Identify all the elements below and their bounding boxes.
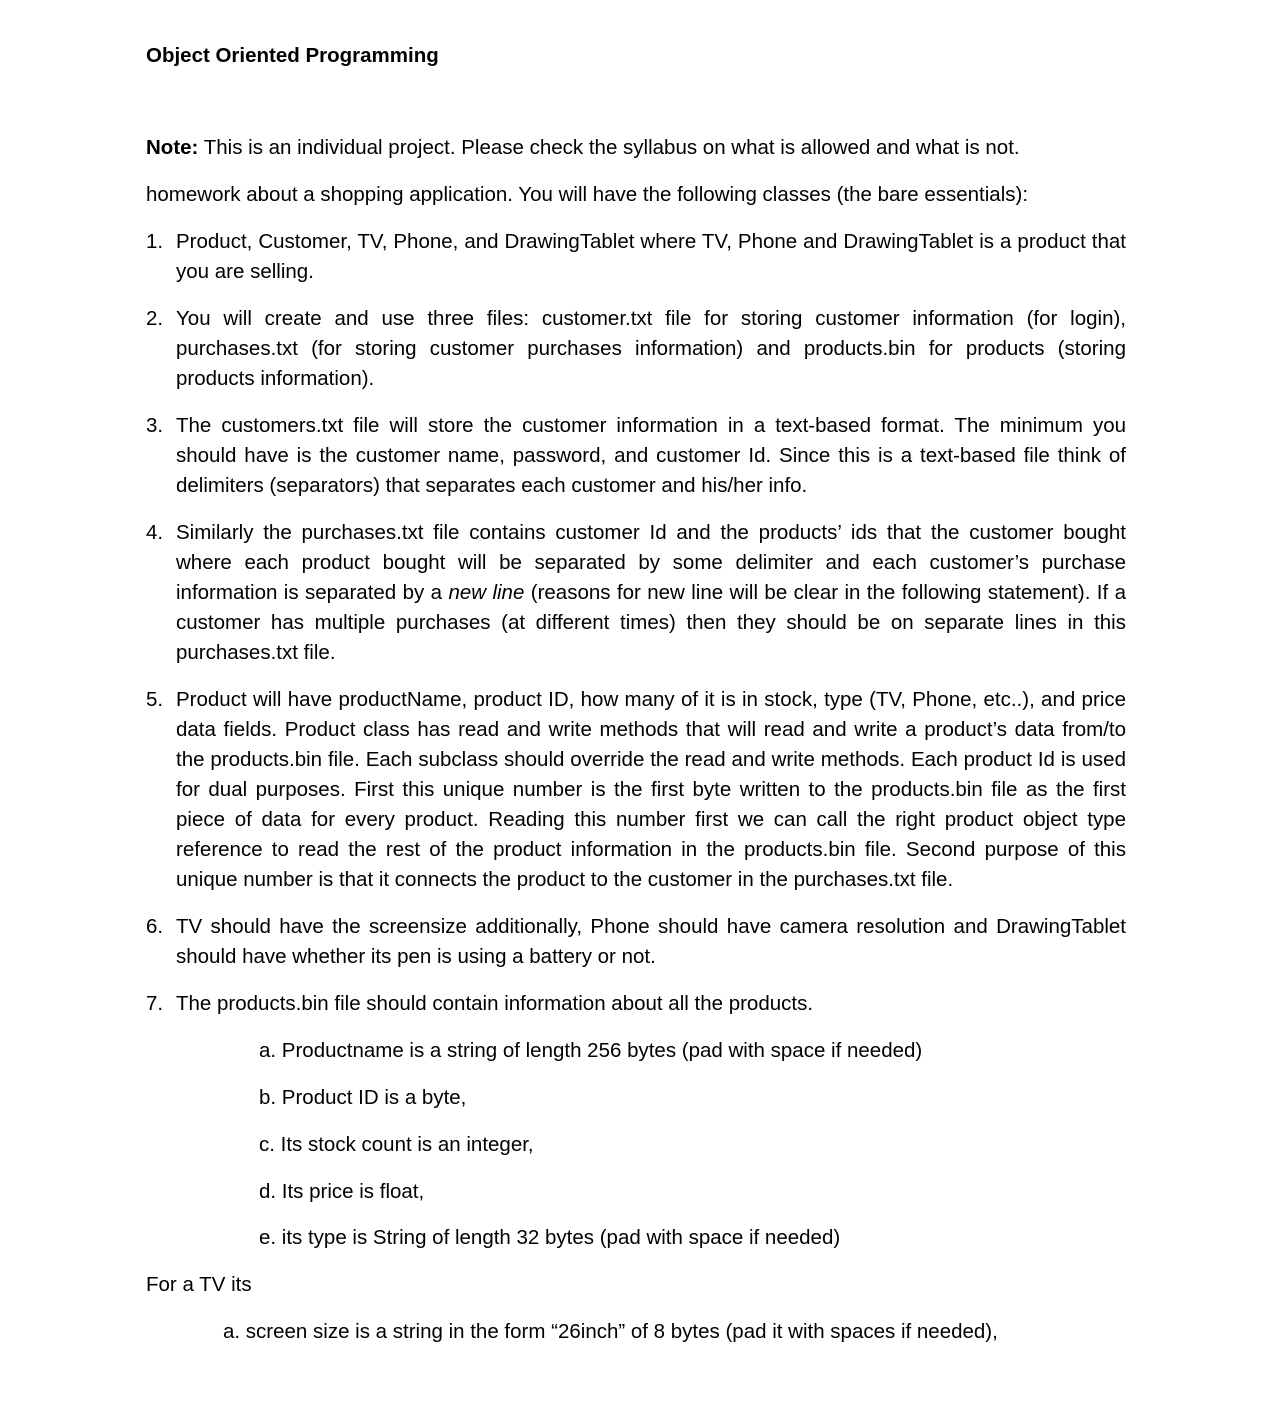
- sub-list-item: e. its type is String of length 32 bytes (pad with space if needed): [259, 1226, 841, 1249]
- sub-list-item: c. Its stock count is an integer,: [259, 1133, 534, 1156]
- list-item: [146, 304, 1126, 394]
- list-item-text: Product, Customer, TV, Phone, and DrawingTablet where TV, Phone and DrawingTablet is a product that you are selling.: [176, 230, 1126, 283]
- sub-list-item: a. Productname is a string of length 256 bytes (pad with space if needed): [259, 1039, 923, 1062]
- list-item-number: 6.: [146, 915, 164, 938]
- list-item-emphasis: new line: [448, 581, 525, 604]
- list-item-number: 1.: [146, 230, 164, 253]
- list-item: [146, 989, 1126, 1019]
- list-item-number: 4.: [146, 521, 164, 544]
- list-item-text: TV should have the screensize additionally, Phone should have camera resolution and DrawingTablet should have whether its pen is using a battery or not.: [176, 915, 1126, 968]
- note-text: This is an individual project. Please check the syllabus on what is allowed and what is not.: [198, 136, 1020, 159]
- intro-paragraph: homework about a shopping application. You will have the following classes (the bare essentials):: [146, 183, 1029, 206]
- tv-heading: For a TV its: [146, 1273, 252, 1296]
- list-item-text: The customers.txt file will store the customer information in a text-based format. The minimum you should have is the customer name, password, and customer Id. Since this is a text-based file think of delimiters (separators) that separates each customer and his/her info.: [176, 414, 1126, 497]
- note-label: Note:: [146, 136, 199, 159]
- note-paragraph: [146, 133, 1126, 163]
- list-item-number: 7.: [146, 992, 164, 1015]
- list-item: [146, 912, 1126, 972]
- list-item-text-part: Similarly the purchases.txt file contains customer Id and the products’ ids that the customer bought where each product bought will be separated by some delimiter and each customer’s purchase information is separated by a: [176, 521, 1126, 604]
- list-item: [146, 411, 1126, 501]
- sub-list-item: d. Its price is float,: [259, 1180, 425, 1203]
- tv-sub-list-item: a. screen size is a string in the form “26inch” of 8 bytes (pad it with spaces if needed),: [223, 1320, 998, 1343]
- list-item-text-part: (reasons for new line will be clear in the following statement). If a customer has multiple purchases (at different times) then they should be on separate lines in this purchases.txt file.: [176, 581, 1126, 664]
- document-title: Object Oriented Programming: [146, 44, 439, 67]
- list-item-number: 2.: [146, 307, 164, 330]
- list-item: [146, 518, 1126, 668]
- list-item-text: [176, 518, 1126, 668]
- list-item-text: The products.bin file should contain information about all the products.: [176, 992, 814, 1015]
- list-item-number: 3.: [146, 414, 164, 437]
- list-item-number: 5.: [146, 688, 164, 711]
- list-item-text: Product will have productName, product ID, how many of it is in stock, type (TV, Phone, etc..), and price data fields. Product class has read and write methods that will read and write a product’s data from/to the products.bin file. Each subclass should override the read and write methods. Each product Id is used for dual purposes. First this unique number is the first byte written to the products.bin file as the first piece of data for every product. Reading this number first we can call the right product object type reference to read the rest of the product information in the products.bin file. Second purpose of this unique number is that it connects the product to the customer in the purchases.txt file.: [176, 688, 1126, 891]
- list-item-text: You will create and use three files: customer.txt file for storing customer information (for login), purchases.txt (for storing customer purchases information) and products.bin for products (storing products information).: [176, 307, 1126, 390]
- list-item: [146, 227, 1126, 287]
- sub-list-item: b. Product ID is a byte,: [259, 1086, 467, 1109]
- list-item: [146, 685, 1126, 895]
